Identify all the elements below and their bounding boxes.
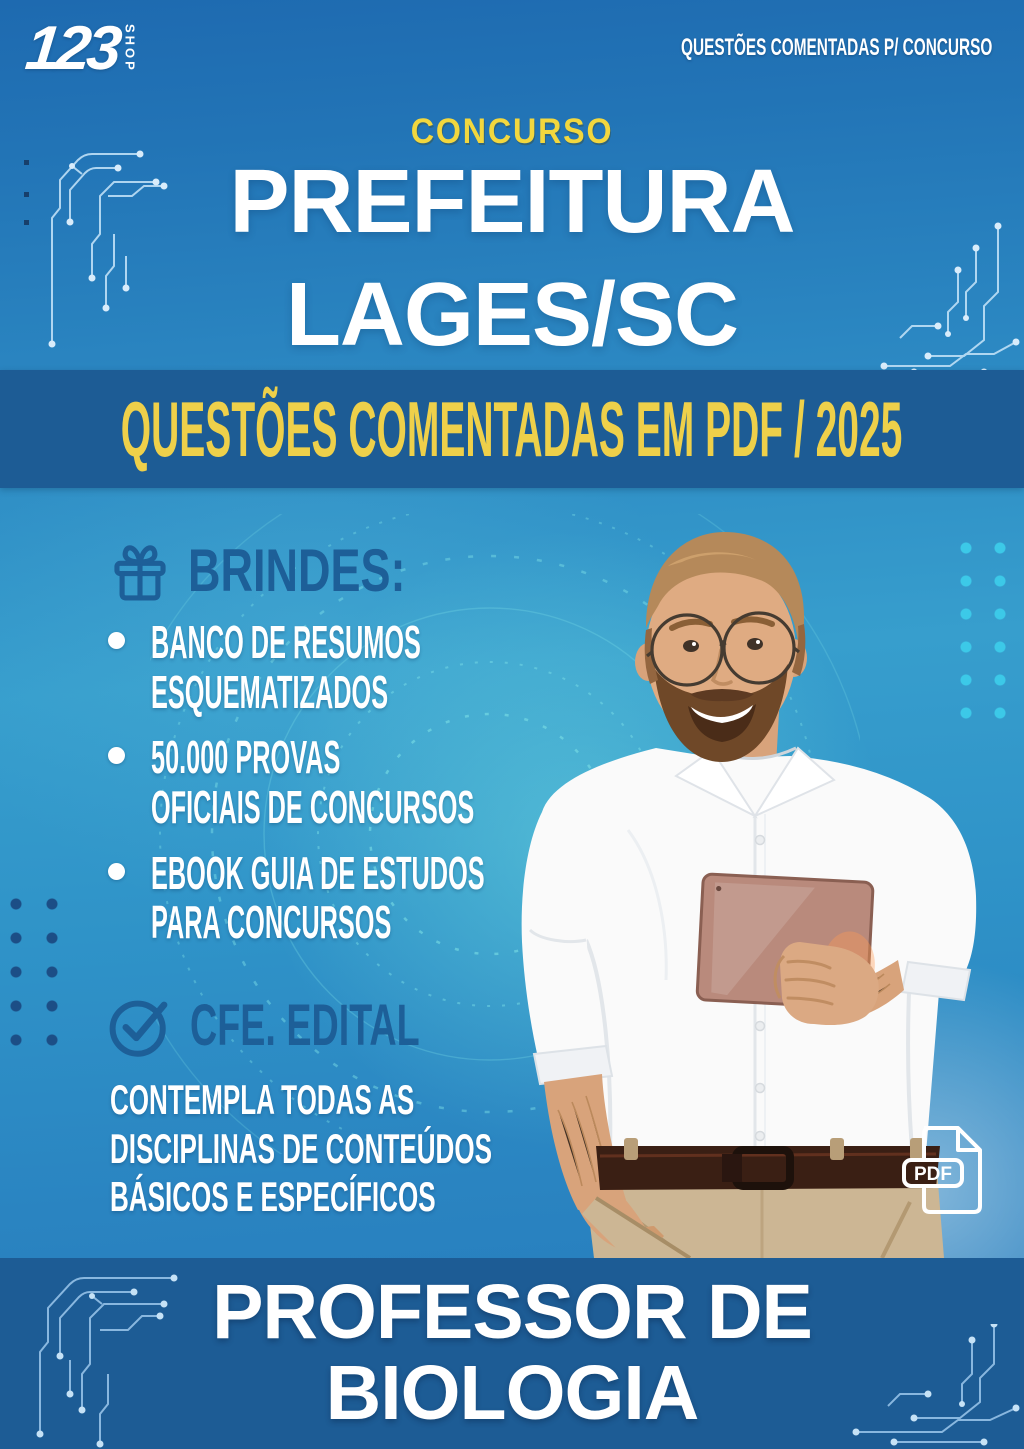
footer-role-line1: PROFESSOR DE — [212, 1269, 812, 1355]
logo-shop-text: SHOP — [122, 24, 138, 73]
list-item-line: BANCO DE RESUMOS — [151, 616, 421, 668]
edital-body-line: DISCIPLINAS DE CONTEÚDOS — [110, 1124, 492, 1172]
subject-band-text: QUESTÕES COMENTADAS EM PDF / 2025 — [121, 384, 903, 473]
bullet-dot — [108, 632, 125, 649]
list-item-line: PARA CONCURSOS — [151, 896, 392, 949]
list-item-line: 50.000 PROVAS — [151, 731, 341, 784]
edital-body-line: CONTEMPLA TODAS AS — [110, 1076, 415, 1123]
shop-logo — [22, 14, 138, 83]
subject-band — [0, 370, 1024, 488]
hero-title-line1: PREFEITURA — [229, 152, 795, 252]
brindes-heading: BRINDES: — [188, 537, 406, 604]
header-tagline-text: QUESTÕES COMENTADAS P/ CONCURSO — [680, 34, 992, 61]
edital-heading: CFE. EDITAL — [190, 993, 420, 1058]
dot-grid-left-decoration — [8, 896, 80, 1068]
bullet-dot — [108, 747, 125, 764]
gift-icon — [108, 539, 172, 603]
footer-role-title — [0, 1269, 1024, 1436]
header-tagline — [506, 34, 992, 62]
check-circle-icon — [106, 993, 172, 1059]
brindes-header — [108, 536, 478, 605]
hero-title-line2: LAGES/SC — [285, 264, 739, 365]
hero-title — [0, 146, 1024, 371]
footer-role-line2: BIOLOGIA — [325, 1349, 699, 1436]
logo-number-text: 123 — [22, 14, 122, 83]
edital-body-line: BÁSICOS E ESPECÍFICOS — [110, 1173, 436, 1221]
footer-band — [0, 1258, 1024, 1449]
pdf-badge-label: PDF — [914, 1164, 952, 1185]
pdf-file-icon — [896, 1120, 992, 1220]
list-item-line: EBOOK GUIA DE ESTUDOS — [151, 846, 485, 899]
hero-kicker: CONCURSO — [410, 112, 614, 151]
list-item-line: ESQUEMATIZADOS — [151, 665, 389, 718]
bullet-dot — [108, 863, 125, 880]
list-item-line: OFICIAIS DE CONCURSOS — [151, 781, 475, 834]
